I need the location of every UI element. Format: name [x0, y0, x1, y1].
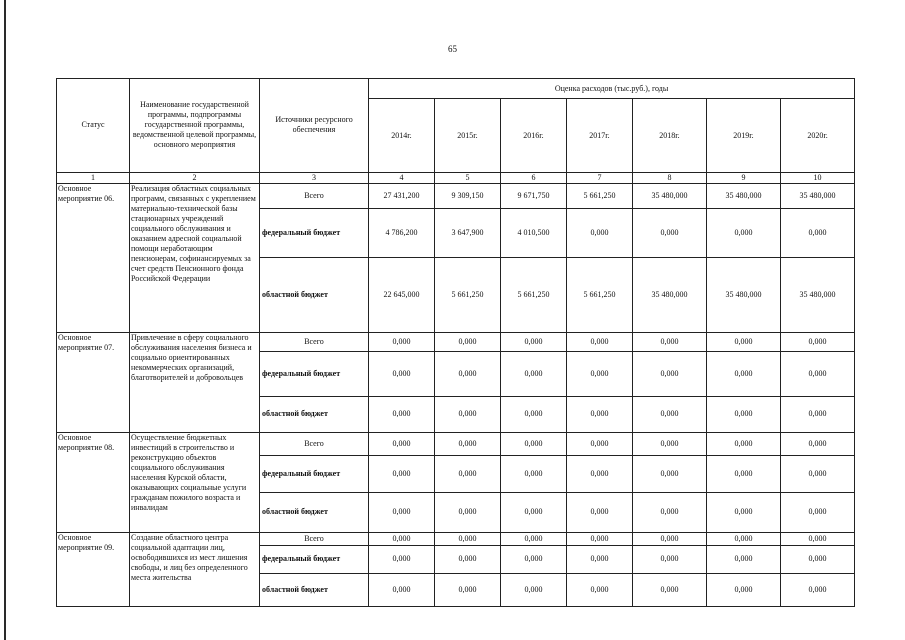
amount-cell: 0,000 [369, 333, 435, 351]
header-year: 2016г. [501, 99, 567, 173]
header-year: 2017г. [567, 99, 633, 173]
amount-cell: 0,000 [567, 533, 633, 545]
amount-cell: 0,000 [633, 545, 707, 574]
amount-cell: 0,000 [707, 533, 781, 545]
amount-cell: 0,000 [435, 333, 501, 351]
event-status: Основное мероприятие 06. [57, 184, 130, 333]
budget-table [56, 78, 855, 607]
amount-cell: 0,000 [435, 433, 501, 455]
amount-cell: 35 480,000 [707, 257, 781, 333]
amount-cell: 35 480,000 [781, 184, 855, 209]
event-status: Основное мероприятие 08. [57, 433, 130, 533]
funding-source: Всего [260, 533, 369, 545]
funding-source: федеральный бюджет [260, 208, 369, 257]
scan-edge-line [4, 0, 6, 640]
amount-cell: 0,000 [501, 492, 567, 533]
column-number: 10 [781, 172, 855, 183]
amount-cell: 0,000 [369, 545, 435, 574]
amount-cell: 0,000 [707, 455, 781, 492]
header-estimate: Оценка расходов (тыс.руб.), годы [369, 79, 855, 99]
funding-source: областной бюджет [260, 396, 369, 433]
amount-cell: 0,000 [501, 351, 567, 396]
funding-source: федеральный бюджет [260, 545, 369, 574]
funding-source: федеральный бюджет [260, 351, 369, 396]
amount-cell: 0,000 [435, 455, 501, 492]
amount-cell: 5 661,250 [567, 257, 633, 333]
amount-cell: 5 661,250 [501, 257, 567, 333]
amount-cell: 0,000 [501, 574, 567, 607]
event-name: Реализация областных социальных программ, связанных с укреплением материально-технической базы стационарных учреждений социального обслуживания и оказанием адресной социальной помощи неработающим пенсионерам, софинансируемых за счет средств Пенсионного фонда Российской Федерации [130, 184, 260, 333]
amount-cell: 0,000 [633, 533, 707, 545]
amount-cell: 0,000 [435, 545, 501, 574]
amount-cell: 35 480,000 [707, 184, 781, 209]
amount-cell: 0,000 [633, 433, 707, 455]
amount-cell: 0,000 [501, 545, 567, 574]
header-row-1 [57, 79, 855, 99]
amount-cell: 0,000 [369, 533, 435, 545]
amount-cell: 35 480,000 [633, 257, 707, 333]
amount-cell: 0,000 [633, 574, 707, 607]
amount-cell: 0,000 [707, 574, 781, 607]
amount-cell: 0,000 [781, 396, 855, 433]
amount-cell: 0,000 [633, 208, 707, 257]
amount-cell: 0,000 [501, 455, 567, 492]
amount-cell: 0,000 [567, 333, 633, 351]
funding-source: Всего [260, 184, 369, 209]
amount-cell: 5 661,250 [435, 257, 501, 333]
amount-cell: 9 671,750 [501, 184, 567, 209]
event-status: Основное мероприятие 07. [57, 333, 130, 433]
amount-cell: 0,000 [707, 333, 781, 351]
funding-source: Всего [260, 433, 369, 455]
header-year: 2018г. [633, 99, 707, 173]
amount-cell: 0,000 [707, 433, 781, 455]
amount-cell: 22 645,000 [369, 257, 435, 333]
amount-cell: 0,000 [781, 545, 855, 574]
header-name: Наименование государственной программы, подпрограммы государственной программы, ведомственной целевой программы, основного мероприятия [130, 79, 260, 173]
amount-cell: 0,000 [501, 433, 567, 455]
amount-cell: 0,000 [633, 351, 707, 396]
amount-cell: 0,000 [781, 333, 855, 351]
table-row [57, 184, 855, 209]
column-number: 4 [369, 172, 435, 183]
header-status: Статус [57, 79, 130, 173]
column-number: 2 [130, 172, 260, 183]
amount-cell: 0,000 [501, 396, 567, 433]
amount-cell: 0,000 [567, 574, 633, 607]
column-number: 6 [501, 172, 567, 183]
funding-source: областной бюджет [260, 492, 369, 533]
amount-cell: 4 786,200 [369, 208, 435, 257]
amount-cell: 0,000 [567, 545, 633, 574]
column-number: 7 [567, 172, 633, 183]
column-number-row [57, 172, 855, 183]
amount-cell: 0,000 [567, 492, 633, 533]
amount-cell: 0,000 [369, 492, 435, 533]
amount-cell: 0,000 [369, 351, 435, 396]
amount-cell: 0,000 [369, 574, 435, 607]
column-number: 8 [633, 172, 707, 183]
amount-cell: 0,000 [567, 351, 633, 396]
amount-cell: 0,000 [707, 545, 781, 574]
amount-cell: 0,000 [369, 433, 435, 455]
amount-cell: 0,000 [435, 492, 501, 533]
amount-cell: 0,000 [435, 396, 501, 433]
header-year: 2019г. [707, 99, 781, 173]
amount-cell: 0,000 [633, 333, 707, 351]
amount-cell: 0,000 [567, 208, 633, 257]
event-name: Создание областного центра социальной адаптации лиц, освободившихся из мест лишения свободы, и лиц без определенного места жительства [130, 533, 260, 607]
amount-cell: 0,000 [781, 574, 855, 607]
amount-cell: 0,000 [435, 351, 501, 396]
header-year: 2015г. [435, 99, 501, 173]
event-name: Привлечение в сферу социального обслуживания населения бизнеса и социально ориентированных некоммерческих организаций, благотворителей и добровольцев [130, 333, 260, 433]
amount-cell: 0,000 [707, 208, 781, 257]
amount-cell: 0,000 [435, 533, 501, 545]
amount-cell: 5 661,250 [567, 184, 633, 209]
amount-cell: 4 010,500 [501, 208, 567, 257]
amount-cell: 0,000 [369, 455, 435, 492]
amount-cell: 0,000 [567, 396, 633, 433]
amount-cell: 3 647,900 [435, 208, 501, 257]
table-row [57, 533, 855, 545]
amount-cell: 35 480,000 [633, 184, 707, 209]
amount-cell: 0,000 [781, 351, 855, 396]
amount-cell: 0,000 [633, 492, 707, 533]
funding-source: Всего [260, 333, 369, 351]
amount-cell: 0,000 [501, 333, 567, 351]
funding-source: федеральный бюджет [260, 455, 369, 492]
amount-cell: 0,000 [781, 533, 855, 545]
amount-cell: 0,000 [707, 396, 781, 433]
table-row [57, 433, 855, 455]
amount-cell: 0,000 [781, 433, 855, 455]
amount-cell: 0,000 [633, 455, 707, 492]
amount-cell: 27 431,200 [369, 184, 435, 209]
funding-source: областной бюджет [260, 574, 369, 607]
amount-cell: 35 480,000 [781, 257, 855, 333]
column-number: 1 [57, 172, 130, 183]
amount-cell: 0,000 [707, 351, 781, 396]
event-name: Осуществление бюджетных инвестиций в строительство и реконструкцию объектов социального обслуживания населения Курской области, оказывающих социальные услуги гражданам пожилого возраста и инвалидам [130, 433, 260, 533]
amount-cell: 0,000 [633, 396, 707, 433]
column-number: 5 [435, 172, 501, 183]
funding-source: областной бюджет [260, 257, 369, 333]
amount-cell: 0,000 [781, 492, 855, 533]
amount-cell: 0,000 [781, 208, 855, 257]
event-status: Основное мероприятие 09. [57, 533, 130, 607]
header-year: 2020г. [781, 99, 855, 173]
header-source: Источники ресурсного обеспечения [260, 79, 369, 173]
header-year: 2014г. [369, 99, 435, 173]
amount-cell: 9 309,150 [435, 184, 501, 209]
column-number: 3 [260, 172, 369, 183]
amount-cell: 0,000 [707, 492, 781, 533]
amount-cell: 0,000 [567, 455, 633, 492]
table-row [57, 333, 855, 351]
page-number: 65 [448, 44, 457, 54]
amount-cell: 0,000 [781, 455, 855, 492]
amount-cell: 0,000 [369, 396, 435, 433]
amount-cell: 0,000 [567, 433, 633, 455]
amount-cell: 0,000 [435, 574, 501, 607]
column-number: 9 [707, 172, 781, 183]
amount-cell: 0,000 [501, 533, 567, 545]
